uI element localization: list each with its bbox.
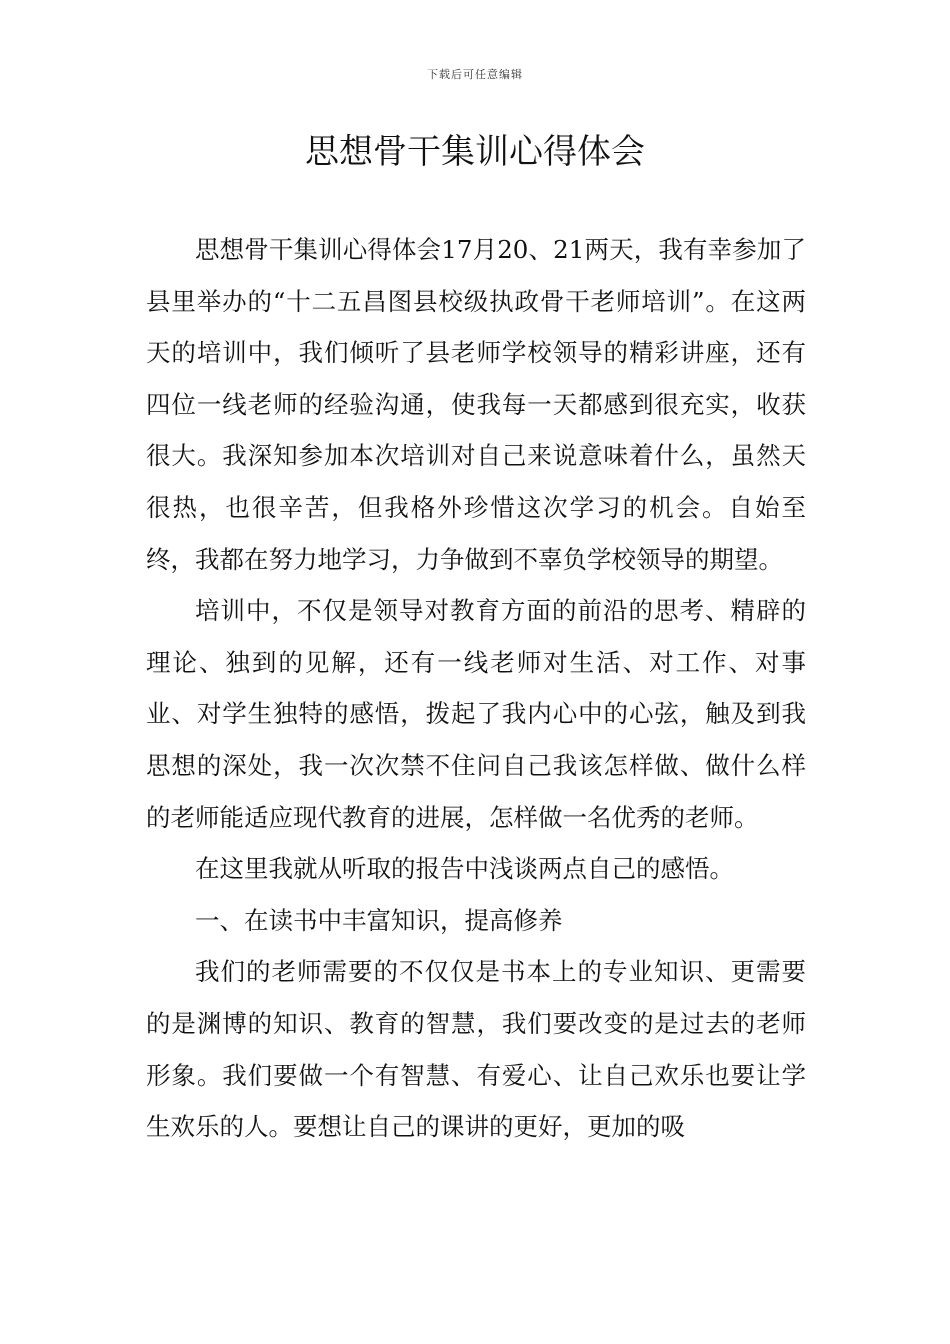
section-heading-1: 一、在读书中丰富知识，提高修养 [195,905,563,935]
paragraph-1: 思想骨干集训心得体会17月20、21两天，我有幸参加了县里举办的“十二五昌图县校级执政骨干老师培训”。在这两天的培训中，我们倾听了县老师学校领导的精彩讲座，还有四位一线老师的经验沟通，使我每一天都感到很充实，收获很大。我深知参加本次培训对自己来说意味着什么，虽然天很热，也很辛苦，但我格外珍惜这次学习的机会。自始至终，我都在努力地学习，力争做到不辜负学校领导的期望。 [146,235,806,574]
paragraph-2: 培训中，不仅是领导对教育方面的前沿的思考、精辟的理论、独到的见解，还有一线老师对生活、对工作、对事业、对学生独特的感悟，拨起了我内心中的心弦，触及到我思想的深处，我一次次禁不住问自己我该怎样做、做什么样的老师能适应现代教育的进展，怎样做一名优秀的老师。 [146,596,806,832]
paragraph-4: 我们的老师需要的不仅仅是书本上的专业知识、更需要的是渊博的知识、教育的智慧，我们要改变的是过去的老师形象。我们要做一个有智慧、有爱心、让自己欢乐也要让学生欢乐的人。要想让自己的课讲的更好，更加的吸 [146,957,806,1142]
header-note: 下载后可任意编辑 [427,68,523,81]
document-body [146,224,806,1153]
document-title: 思想骨干集训心得体会 [305,132,645,172]
paragraph-3: 在这里我就从听取的报告中浅谈两点自己的感悟。 [195,854,734,884]
